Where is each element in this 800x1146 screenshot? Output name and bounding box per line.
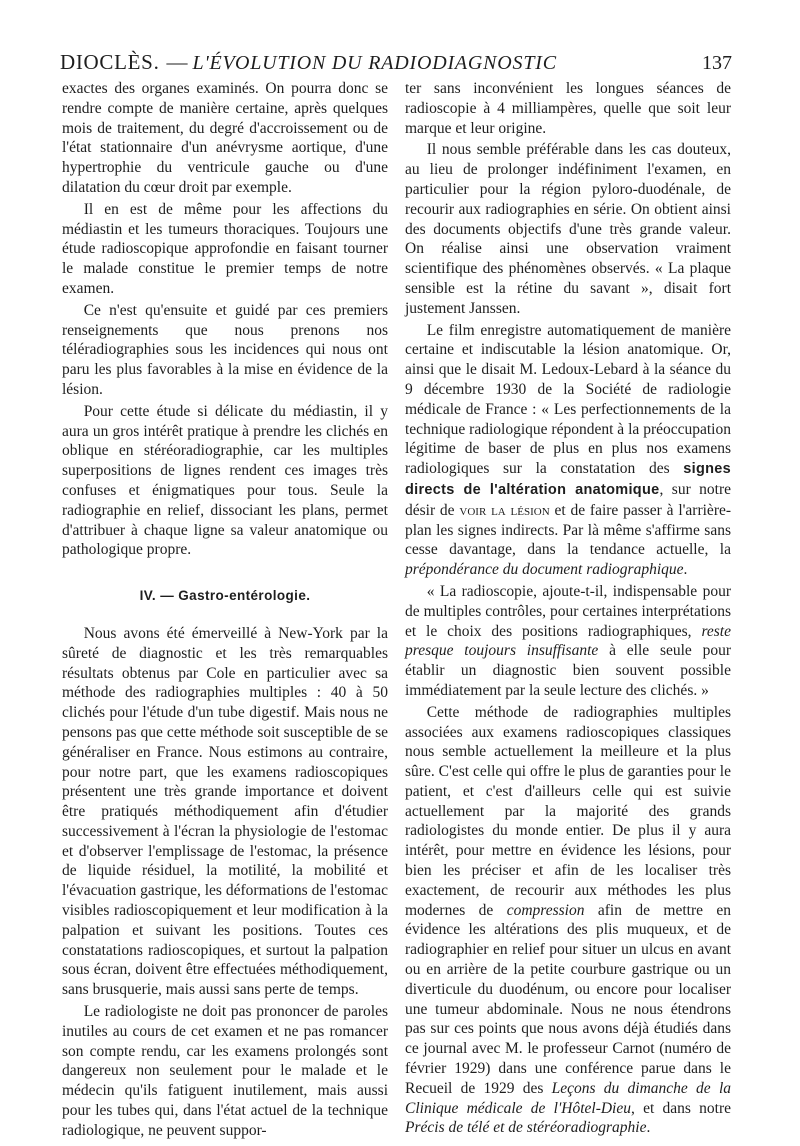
text-run: « La radioscopie, ajoute-t-il, indispensable pour de multiples contrôles, pour certaines interprétations et le choix des positions radiographiques, [405, 582, 731, 640]
paragraph [405, 321, 731, 580]
text-run: à elle seule pour établir un diagnostic bien souvent possible immédiatement par la seule lecture des clichés. » [405, 642, 732, 699]
text-run: afin de mettre en évidence les altérations des plis muqueux, et de radiographier en relief pour situer un ulcus en avant ou en arrière de la petite courbure gastrique ou un diverticule du duodénum, ou encore pour localiser une tumeur abdominale. Nous ne nous étendrons pas sur ces points que nous avons déjà étudiés dans ce journal avec M. le professeur Carnot (numéro de février 1929) dans une conférence parue dans le Recueil de 1929 des [405, 901, 732, 1097]
book-title: Précis de télé et de stéréoradiographie [405, 1119, 647, 1137]
paragraph: Ce n'est qu'ensuite et guidé par ces premiers renseignements que nous prenons nos téléradiographies sous les incidences qui nous ont paru les plus favorables à la mise en évidence de la lésion. [62, 301, 388, 398]
left-column [62, 79, 388, 1141]
page-number: 137 [702, 52, 732, 74]
header-dash: — [166, 50, 188, 74]
text-run: et de faire passer à l'arrière-plan les signes indirects. Par là même s'affirme sans cesse davantage, dans la tendance actuelle, la [405, 501, 732, 559]
right-column [405, 79, 731, 1138]
text-run: , et dans notre [631, 1099, 731, 1117]
paragraph: ter sans inconvénient les longues séances de radioscopie à 4 milliampères, quelle que soit leur marque et leur origine. [405, 80, 731, 137]
paragraph: Pour cette étude si délicate du médiastin, il y aura un gros intérêt pratique à prendre les clichés en oblique en stéréoradiographie, car les multiples superpositions de lignes rendent ces images très confuses et énigmatiques pour tous. Seule la radiographie en relief, dissociant les plans, permet d'attribuer à chaque ligne sa valeur anatomique ou pathologique propre. [62, 402, 388, 559]
paragraph [405, 703, 731, 1139]
text-run: Le film enregistre automatiquement de manière certaine et indiscutable la lésion anatomique. Or, ainsi que le disait M. Ledoux-Lebard à la séance du 9 décembre 1930 de la Société de radiologie médicale de France : « Les perfectionnements de la technique radiologique répondent à la préoccupation légitime de baser de plus en plus nos examens radiologiques sur la constatation des [405, 321, 731, 478]
text-run: Cette méthode de radiographies multiples associées aux examens radioscopiques classiques nous semble actuellement la meilleure et la plus sûre. C'est celle qui offre le plus de garanties pour le patient, et c'est d'ailleurs celle qui est suivie actuellement par la majorité des grands radiologistes du monde entier. De plus il y aura intérêt, pour mettre en évidence les lésions, pour bien les préciser et afin de les localiser très exactement, de recourir aux méthodes les plus modernes de [405, 703, 731, 919]
paragraph: Il en est de même pour les affections du médiastin et les tumeurs thoraciques. Toujours une étude radioscopique approfondie en faisant tourner le malade constitue le premier temps de notre examen. [62, 200, 388, 297]
paragraph: Il nous semble préférable dans les cas douteux, au lieu de prolonger indéfiniment l'examen, en particulier pour la région pyloro-duodénale, de recourir aux radiographies en série. On obtient ainsi des documents objectifs d'une très grande valeur. On réalise ainsi une observation vraiment scientifique des phénomènes observés. « La plaque sensible est la rétine du savant », disait fort justement Janssen. [405, 141, 731, 317]
header-title: L'ÉVOLUTION DU RADIODIAGNOSTIC [192, 52, 557, 74]
italic-emphasis: prépondérance du document radiographique [405, 561, 684, 579]
small-caps-emphasis: voir la lésion [459, 501, 550, 519]
paragraph: Le radiologiste ne doit pas prononcer de paroles inutiles au cours de cet examen et ne pas romancer son compte rendu, car les examens prolongés sont dangereux non seulement pour le malade et le médecin qu'ils fatiguent inutilement, mais aussi pour les tubes qui, dans l'état actuel de la technique radiologique, ne peuvent suppor- [62, 1003, 388, 1139]
italic-emphasis: compression [506, 901, 585, 919]
text-run: , sur notre désir de [405, 480, 731, 519]
book-title: Leçons du dimanche de la Clinique médicale de l'Hôtel-Dieu [405, 1079, 731, 1117]
bold-emphasis: signes directs de l'altération anatomique [405, 461, 732, 498]
paragraph: exactes des organes examinés. On pourra donc se rendre compte de manière certaine, après quelques mois de traitement, du degré d'accroissement ou de l'état stationnaire d'un anévrysme aortique, d'une hypertrophie du ventricule gauche ou d'une dilatation du cœur droit par exemple. [62, 80, 388, 196]
header-author: DIOCLÈS. [60, 50, 160, 74]
running-header [60, 50, 732, 80]
text-run: . [646, 1119, 651, 1137]
section-heading: IV. — Gastro-entérologie. [139, 588, 311, 604]
italic-emphasis: reste presque toujours insuffisante [405, 622, 731, 660]
paragraph [405, 582, 731, 701]
text-run: . [683, 561, 688, 579]
paragraph: Nous avons été émerveillé à New-York par la sûreté de diagnostic et les très remarquables résultats obtenus par Cole en particulier avec sa méthode des radiographies multiples : 40 à 50 clichés pour l'étude d'un tube digestif. Mais nous ne pensons pas que cette méthode soit susceptible de se généraliser en France. Nous estimons au contraire, pour notre part, que les examens radioscopiques présentent une très grande importance et doivent être pratiqués méthodiquement afin d'étudier successivement à l'écran la physiologie de l'estomac et d'observer l'emplissage de l'estomac, la présence de liquide résiduel, la motilité, la mobilité et l'évacuation gastrique, les déformations de l'estomac visibles radioscopiquement et leur modification à la palpation et suivant les positions. Toutes ces constatations radioscopiques, et surtout la palpation sous écran, doivent être effectuées méthodiquement, sans brusquerie, mais aussi sans perte de temps. [62, 624, 388, 999]
